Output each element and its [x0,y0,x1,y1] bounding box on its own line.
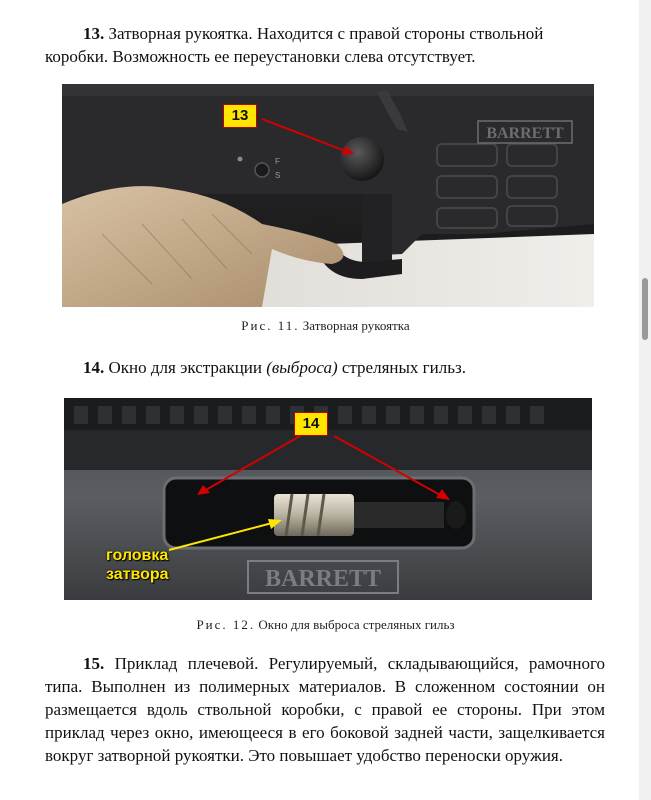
figure-11-caption [0,318,651,334]
section-13-number: 13. [83,24,105,43]
barrett-logo-12 [248,561,398,593]
bolt-head-label-line-2: затвора [106,566,169,583]
section-14-text-after: стреляных гильз. [337,358,466,377]
section-13-paragraph [45,22,605,68]
bolt-head-label [106,546,169,584]
section-14-text-before: Окно для экстракции [104,358,267,377]
barrett-logo-text-11: BARRETT [486,125,564,142]
figure-12-caption-text: Окно для выброса стреляных гильз [258,617,455,632]
svg-text:S: S [275,171,281,180]
figure-11-photo [62,84,594,307]
section-14-number: 14. [83,358,105,377]
callout-13: 13 [223,104,257,128]
bolt-head-label-line-1: головка [106,547,169,564]
section-14-paragraph [45,356,605,379]
svg-text:F: F [275,157,280,166]
barrett-logo-11 [478,121,572,143]
scrollbar[interactable] [639,0,651,800]
section-13-text: Затворная рукоятка. Находится с правой стороны ствольной коробки. Возможность ее переустановки слева отсутствует. [45,24,544,66]
figure-12-caption [0,617,651,633]
section-15-paragraph [45,652,605,767]
figure-11-caption-label: Рис. 11. [241,318,300,333]
callout-14: 14 [294,412,328,436]
section-15-number: 15. [83,654,105,673]
figure-12-caption-label: Рис. 12. [196,617,256,632]
figure-11-caption-text: Затворная рукоятка [302,318,410,333]
section-14-text-italic: (выброса) [266,358,338,377]
barrett-logo-text-12: BARRETT [264,566,382,592]
section-15-text: Приклад плечевой. Регулируемый, складывающийся, рамочного типа. Выполнен из полимерных материалов. В сложенном состоянии он размещается вдоль ствольной коробки, с правой ее стороны. При этом приклад через окно, имеющееся в его боковой задней части, защелкивается вокруг затворной рукоятки. Это повышает удобство переноски оружия. [45,654,605,765]
